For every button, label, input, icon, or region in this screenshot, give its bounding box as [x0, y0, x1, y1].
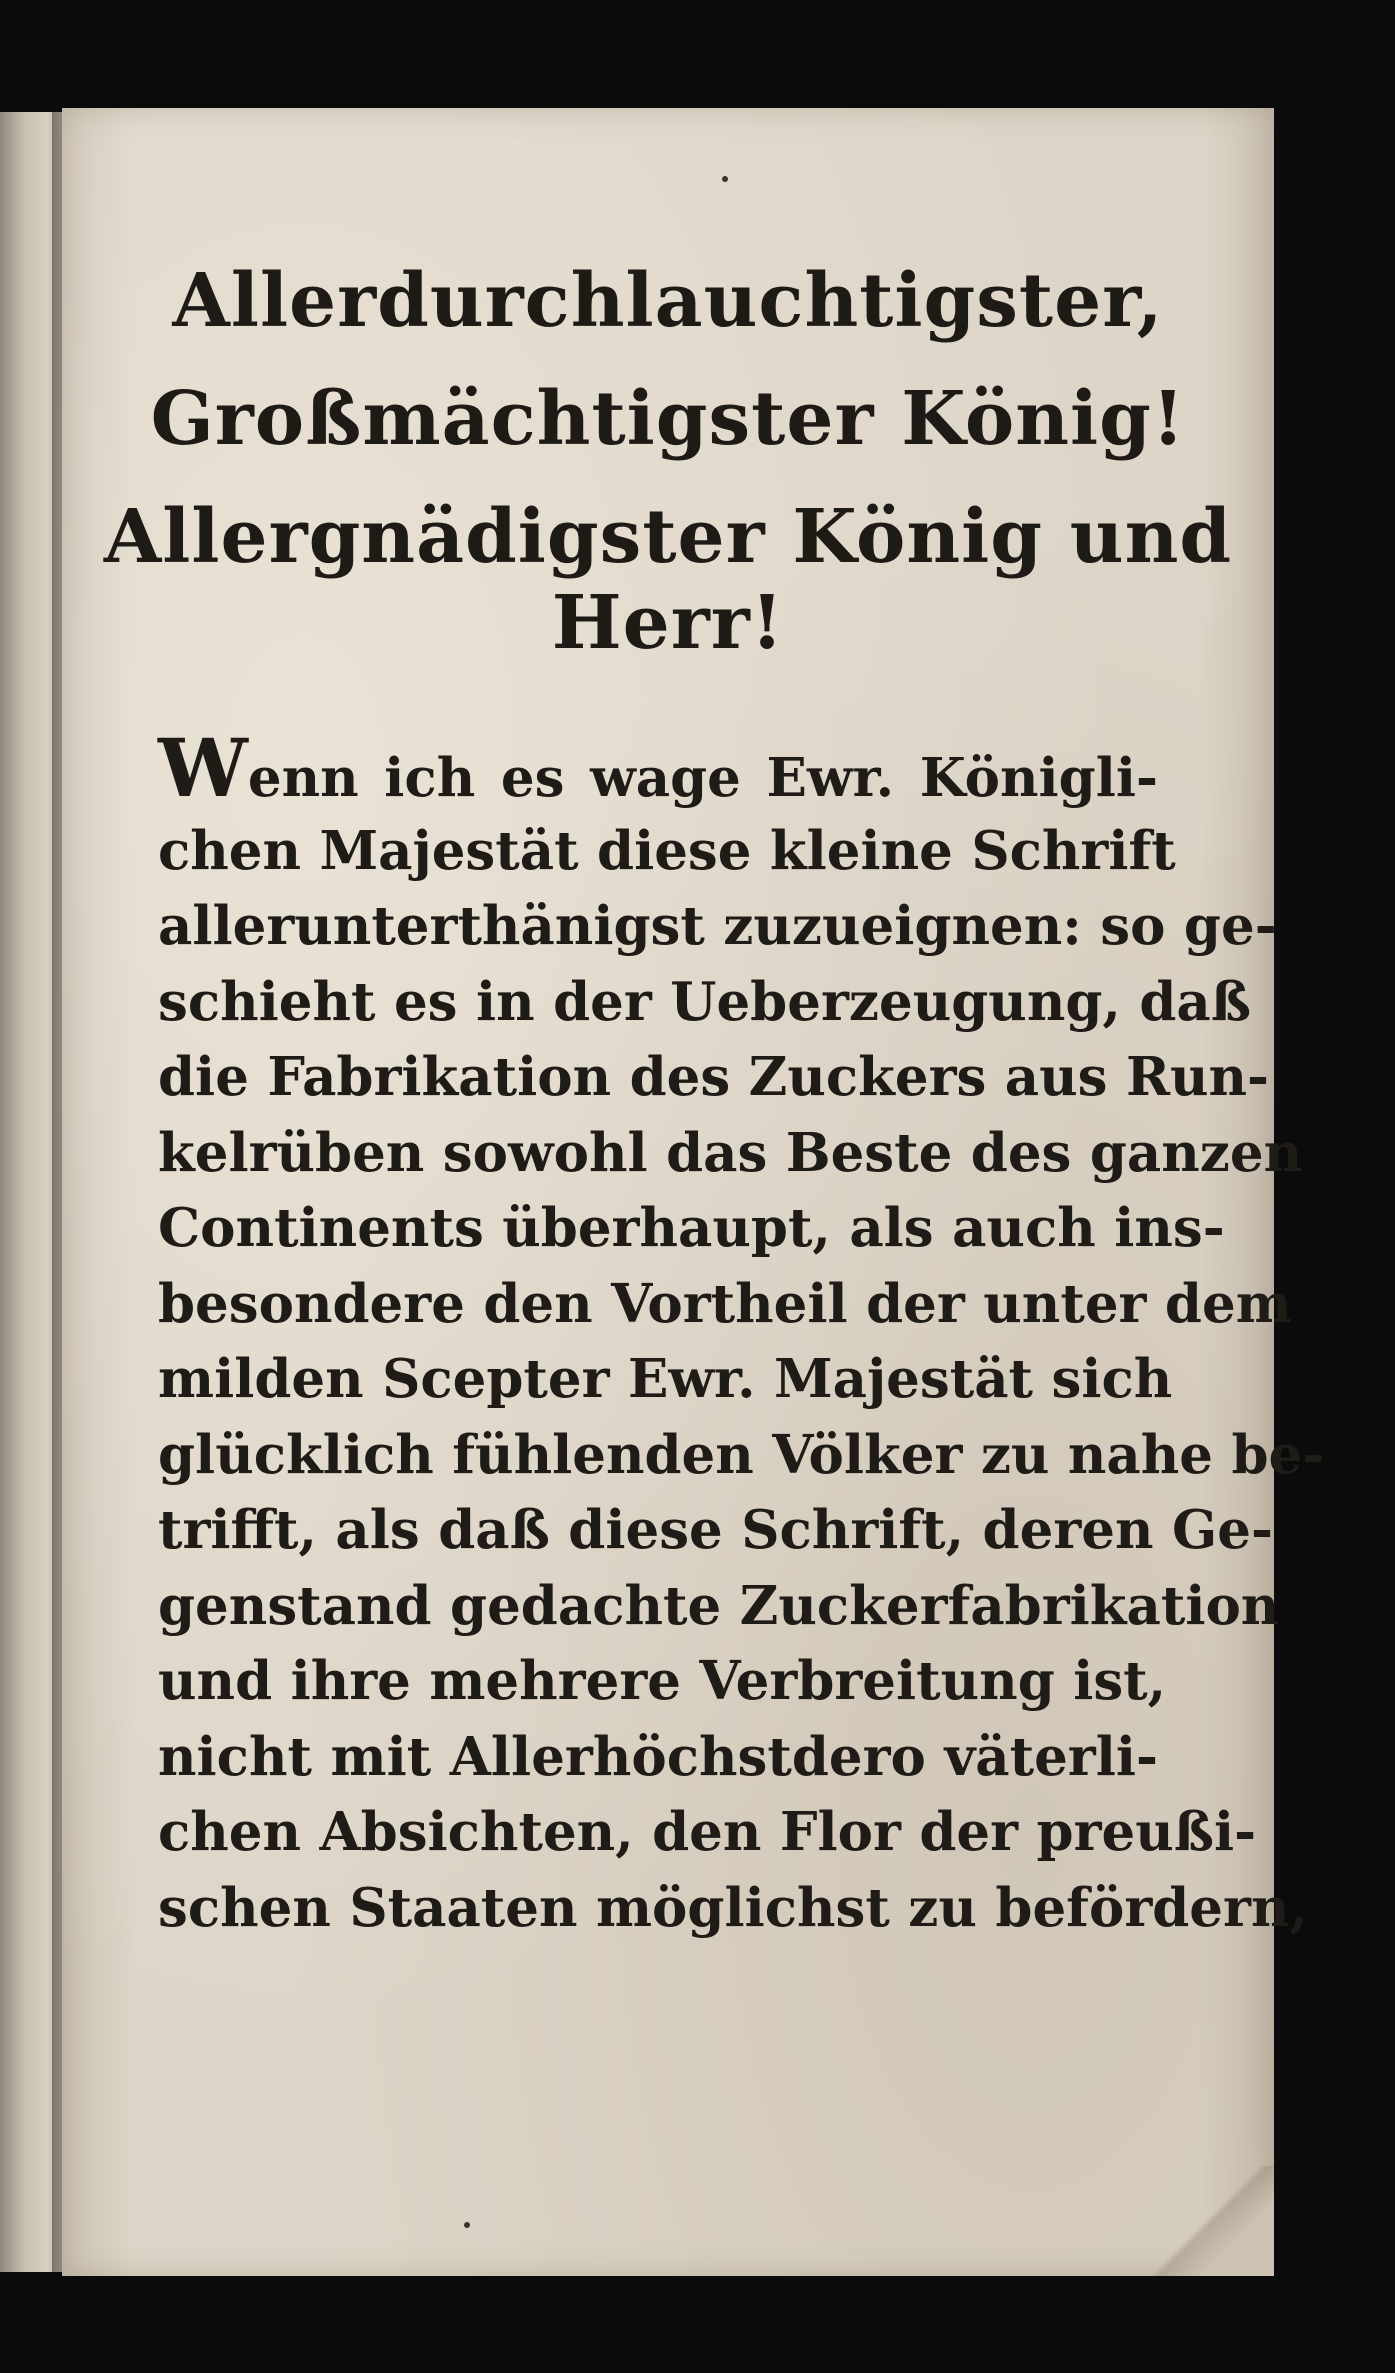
drop-initial: W: [158, 721, 248, 815]
text-line: [158, 721, 1158, 815]
heading-line-3: Allergnädigster König und Herr!: [103, 494, 1233, 666]
text-line: besondere den Vortheil der unter dem: [158, 1272, 1292, 1335]
paper-speck: [722, 176, 728, 182]
page: [62, 108, 1325, 2276]
text-line: und ihre mehrere Verbreitung ist,: [158, 1650, 1167, 1712]
body-text: [158, 721, 1325, 1946]
paper-speck: [464, 2222, 470, 2228]
folded-page-corner: [1144, 2166, 1274, 2276]
text-line: schen Staaten möglichst zu befördern,: [158, 1876, 1308, 1939]
text-line: glücklich fühlenden Völker zu nahe be-: [158, 1423, 1325, 1486]
heading-line-2: Großmächtigster König!: [150, 376, 1186, 462]
text-line: schieht es in der Ueberzeugung, daß: [158, 970, 1251, 1033]
text-line: trifft, als daß diese Schrift, deren Ge-: [158, 1499, 1273, 1561]
text-line: allerunterthänigst zuzueignen: so ge-: [158, 895, 1277, 957]
text-line: chen Majestät diese kleine Schrift: [158, 819, 1176, 882]
text-line: genstand gedachte Zuckerfabrikation: [158, 1574, 1280, 1637]
text-line: Continents überhaupt, als auch ins-: [158, 1197, 1225, 1259]
text-line: nicht mit Allerhöchstdero väterli-: [158, 1725, 1158, 1788]
text-line: kelrüben sowohl das Beste des ganzen: [158, 1121, 1303, 1184]
text-line: die Fabrikation des Zuckers aus Run-: [158, 1046, 1270, 1108]
text-line: milden Scepter Ewr. Majestät sich: [158, 1348, 1173, 1410]
text-line-rest: enn ich es wage Ewr. Königli-: [247, 747, 1158, 809]
heading-line-1: Allerdurchlauchtigster,: [172, 258, 1164, 344]
text-line: chen Absichten, den Flor der preußi-: [158, 1801, 1257, 1863]
